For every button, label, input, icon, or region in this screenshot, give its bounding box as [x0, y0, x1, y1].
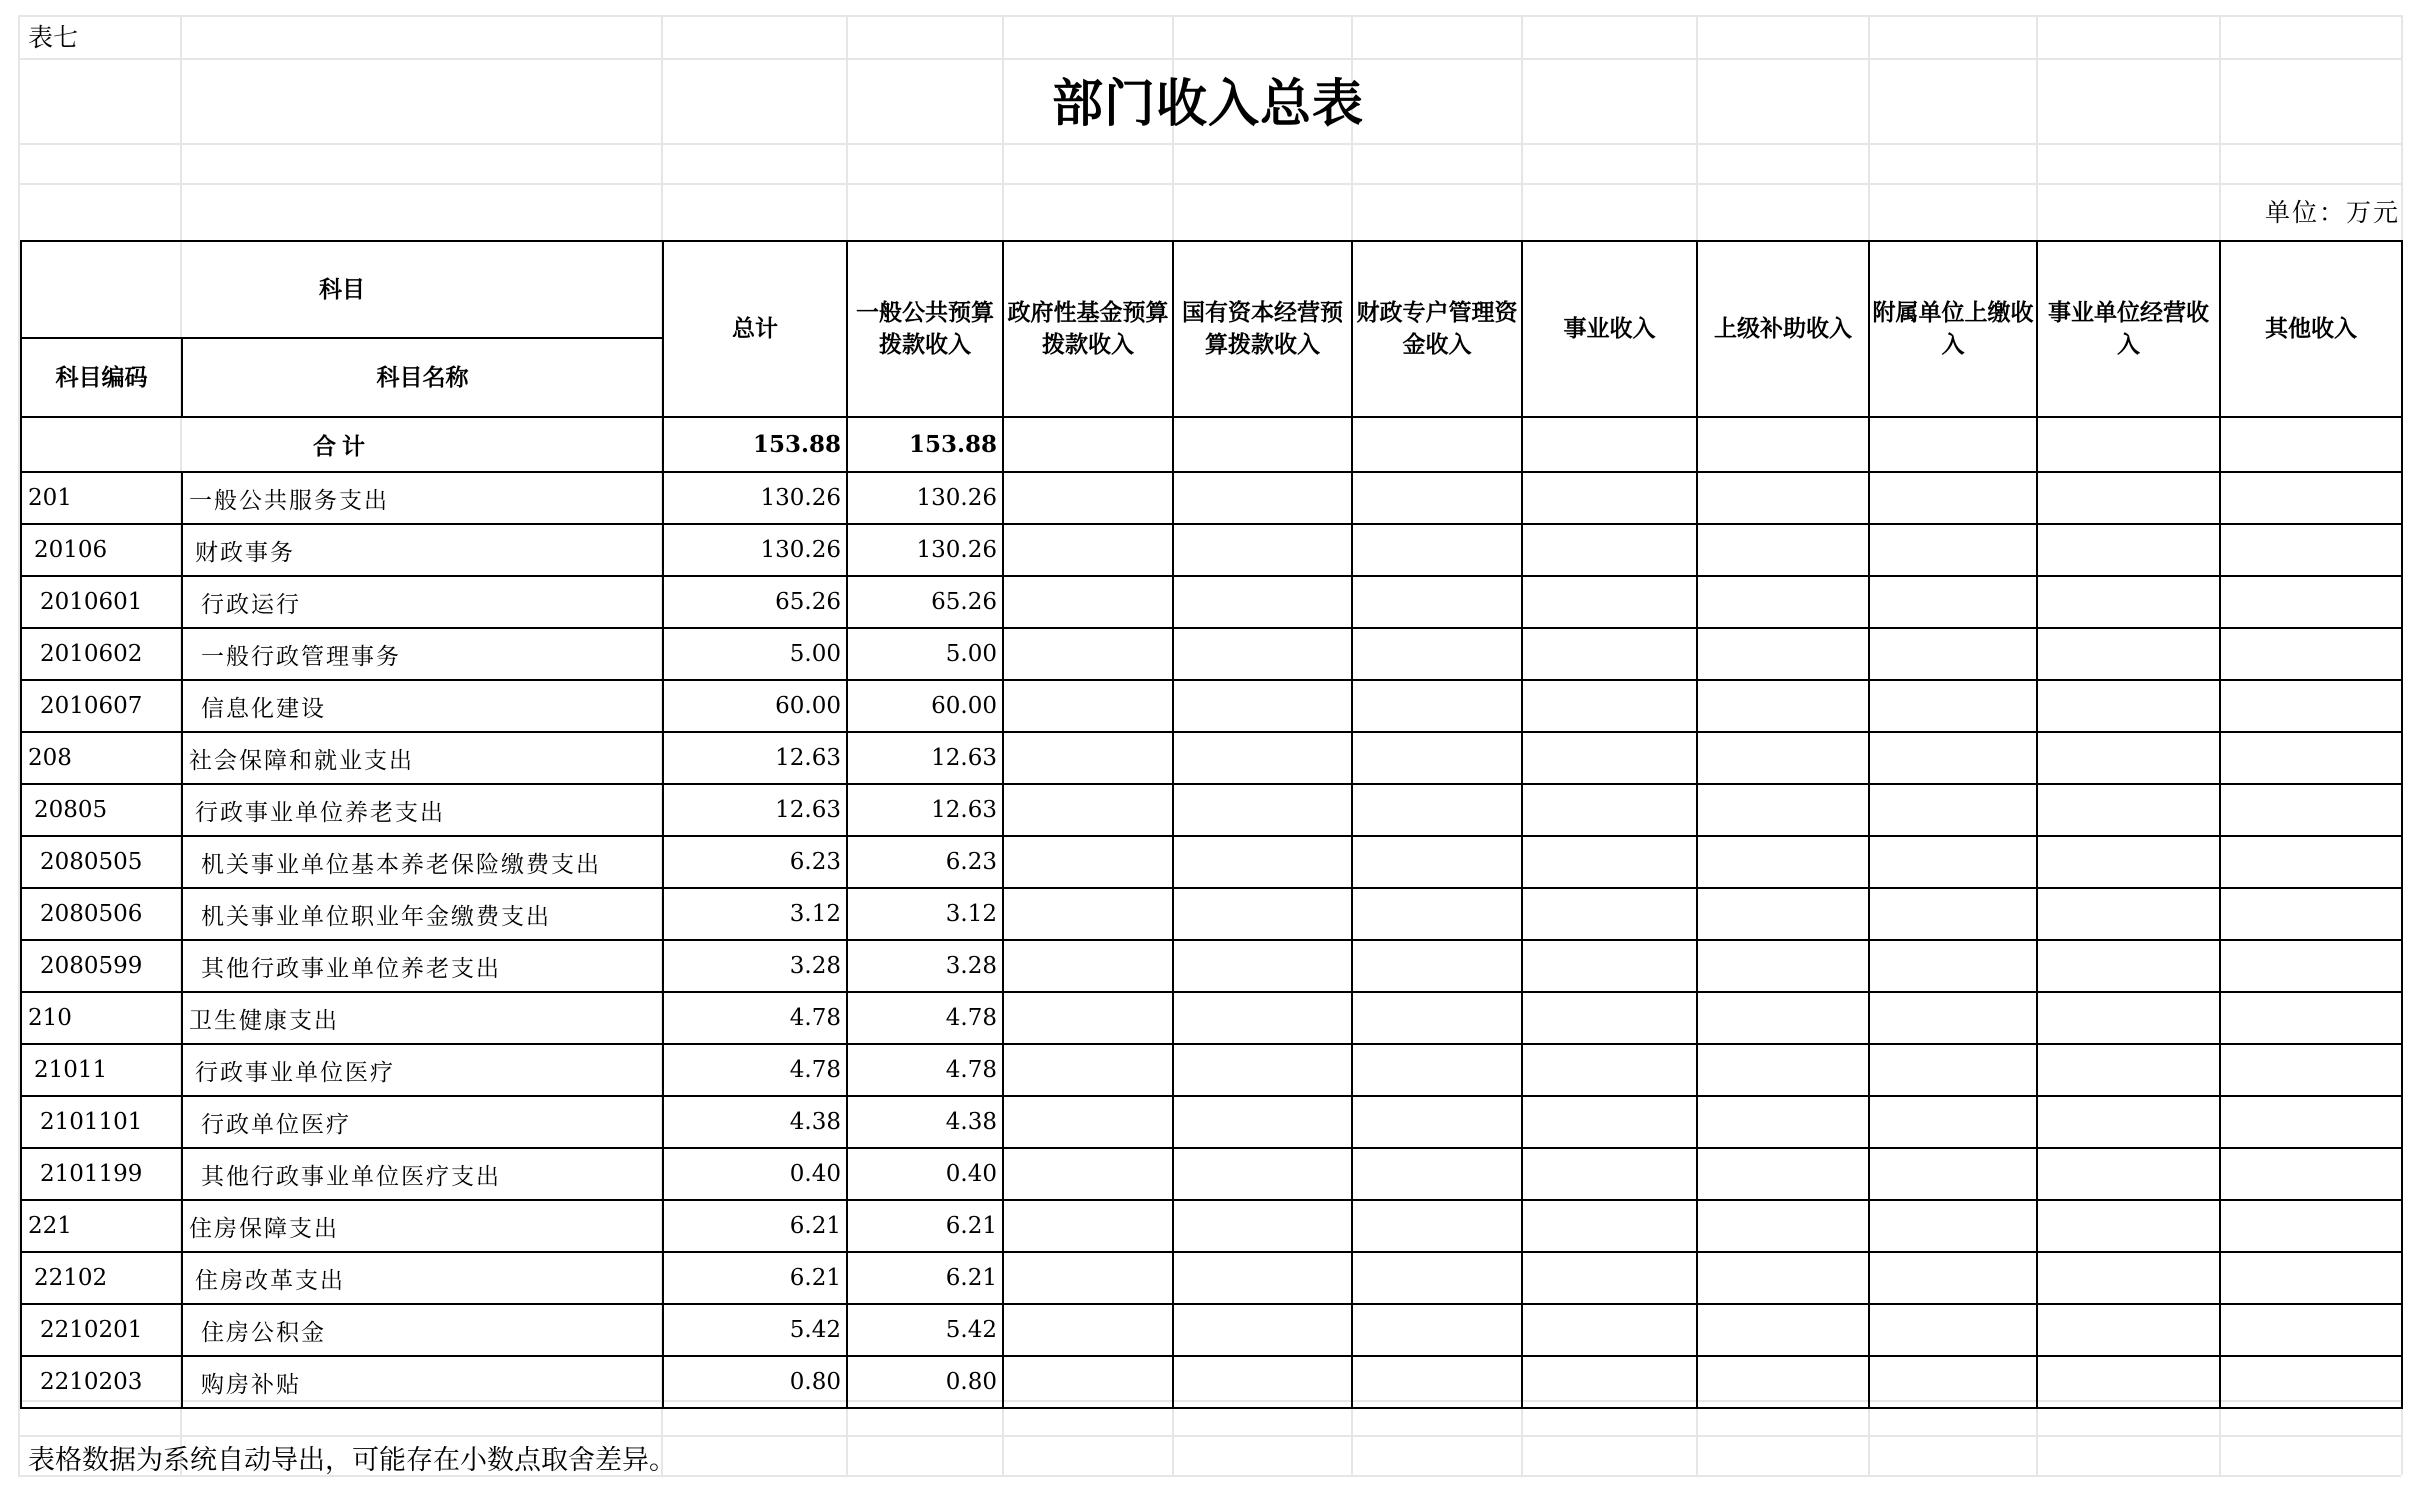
- empty-cell: [1352, 524, 1522, 576]
- empty-cell: [1352, 1200, 1522, 1252]
- empty-cell: [2220, 524, 2402, 576]
- footnote: 表格数据为系统自动导出，可能存在小数点取舍差异。: [28, 1445, 676, 1476]
- total-cell: 5.42: [663, 1304, 847, 1356]
- total-row-general-budget: 153.88: [847, 417, 1003, 472]
- empty-cell: [1173, 524, 1352, 576]
- table-row: [21, 940, 2402, 992]
- empty-cell: [1869, 784, 2037, 836]
- total-cell: 12.63: [663, 784, 847, 836]
- header-subject-code: 科目编码: [21, 338, 182, 417]
- empty-cell: [1697, 472, 1869, 524]
- empty-cell: [1869, 1096, 2037, 1148]
- table-row: [21, 1252, 2402, 1304]
- empty-cell: [1173, 992, 1352, 1044]
- general-budget-cell: 130.26: [847, 524, 1003, 576]
- table-row: [21, 992, 2402, 1044]
- empty-cell: [2037, 992, 2220, 1044]
- total-cell: 3.28: [663, 940, 847, 992]
- empty-cell: [1003, 836, 1173, 888]
- header-column: 财政专户管理资金收入: [1352, 241, 1522, 417]
- subject-code-cell: 2210201: [21, 1304, 182, 1356]
- general-budget-cell: 65.26: [847, 576, 1003, 628]
- header-column: 其他收入: [2220, 241, 2402, 417]
- subject-name-cell: 行政运行: [182, 576, 663, 628]
- empty-cell: [1352, 992, 1522, 1044]
- table-row: [21, 1148, 2402, 1200]
- gridline: [18, 58, 2401, 60]
- gridline: [18, 143, 2401, 145]
- subject-code-cell: 20805: [21, 784, 182, 836]
- empty-cell: [1003, 680, 1173, 732]
- subject-code-cell: 201: [21, 472, 182, 524]
- empty-cell: [2037, 1096, 2220, 1148]
- table-row: [21, 1044, 2402, 1096]
- total-cell: 65.26: [663, 576, 847, 628]
- subject-name-cell: 卫生健康支出: [182, 992, 663, 1044]
- header-column: 事业收入: [1522, 241, 1697, 417]
- empty-cell: [1003, 1356, 1173, 1408]
- empty-cell: [2220, 732, 2402, 784]
- empty-cell: [1173, 1096, 1352, 1148]
- empty-cell: [1173, 1044, 1352, 1096]
- empty-cell: [1003, 1096, 1173, 1148]
- empty-cell: [1003, 888, 1173, 940]
- empty-cell: [1352, 836, 1522, 888]
- header-column: 总计: [663, 241, 847, 417]
- empty-cell: [2220, 784, 2402, 836]
- subject-code-cell: 2080505: [21, 836, 182, 888]
- empty-cell: [1522, 1044, 1697, 1096]
- subject-name-cell: 一般行政管理事务: [182, 628, 663, 680]
- unit-label: 单位：万元: [2264, 198, 2400, 227]
- table-row: [21, 628, 2402, 680]
- subject-name-cell: 社会保障和就业支出: [182, 732, 663, 784]
- empty-cell: [2220, 472, 2402, 524]
- empty-cell: [2220, 576, 2402, 628]
- empty-cell: [1697, 1148, 1869, 1200]
- empty-cell: [1869, 888, 2037, 940]
- empty-cell: [1522, 992, 1697, 1044]
- page-title: 部门收入总表: [1051, 74, 1364, 134]
- empty-cell: [1869, 732, 2037, 784]
- empty-cell: [1173, 888, 1352, 940]
- general-budget-cell: 3.12: [847, 888, 1003, 940]
- income-summary-table: [20, 240, 2403, 1409]
- empty-cell: [1869, 1304, 2037, 1356]
- empty-cell: [1869, 1200, 2037, 1252]
- header-column: 事业单位经营收入: [2037, 241, 2220, 417]
- empty-cell: [1173, 784, 1352, 836]
- table-row: [21, 1356, 2402, 1408]
- total-cell: 3.12: [663, 888, 847, 940]
- gridline: [18, 1435, 2401, 1437]
- empty-cell: [2220, 417, 2402, 472]
- subject-code-cell: 2080599: [21, 940, 182, 992]
- general-budget-cell: 6.21: [847, 1200, 1003, 1252]
- empty-cell: [1173, 940, 1352, 992]
- subject-name-cell: 住房改革支出: [182, 1252, 663, 1304]
- total-cell: 4.38: [663, 1096, 847, 1148]
- general-budget-cell: 3.28: [847, 940, 1003, 992]
- general-budget-cell: 6.23: [847, 836, 1003, 888]
- empty-cell: [2220, 1200, 2402, 1252]
- empty-cell: [1697, 417, 1869, 472]
- empty-cell: [1173, 472, 1352, 524]
- empty-cell: [2037, 1252, 2220, 1304]
- empty-cell: [1869, 836, 2037, 888]
- subject-code-cell: 2080506: [21, 888, 182, 940]
- empty-cell: [2220, 836, 2402, 888]
- general-budget-cell: 6.21: [847, 1252, 1003, 1304]
- table-row: [21, 888, 2402, 940]
- table-row: [21, 472, 2402, 524]
- empty-cell: [1173, 576, 1352, 628]
- empty-cell: [1003, 1044, 1173, 1096]
- table-row: [21, 680, 2402, 732]
- subject-name-cell: 信息化建设: [182, 680, 663, 732]
- table-row: [21, 732, 2402, 784]
- empty-cell: [1869, 940, 2037, 992]
- empty-cell: [2220, 1304, 2402, 1356]
- empty-cell: [1869, 680, 2037, 732]
- empty-cell: [1697, 576, 1869, 628]
- general-budget-cell: 60.00: [847, 680, 1003, 732]
- empty-cell: [1522, 836, 1697, 888]
- total-cell: 6.23: [663, 836, 847, 888]
- subject-name-cell: 一般公共服务支出: [182, 472, 663, 524]
- empty-cell: [1522, 1252, 1697, 1304]
- table-row: [21, 1096, 2402, 1148]
- header-column: 一般公共预算拨款收入: [847, 241, 1003, 417]
- empty-cell: [1003, 472, 1173, 524]
- empty-cell: [1522, 680, 1697, 732]
- empty-cell: [1522, 628, 1697, 680]
- empty-cell: [1697, 888, 1869, 940]
- empty-cell: [1869, 576, 2037, 628]
- empty-cell: [1522, 417, 1697, 472]
- empty-cell: [1352, 576, 1522, 628]
- subject-code-cell: 2010601: [21, 576, 182, 628]
- empty-cell: [1003, 992, 1173, 1044]
- subject-name-cell: 财政事务: [182, 524, 663, 576]
- empty-cell: [1003, 732, 1173, 784]
- total-cell: 0.40: [663, 1148, 847, 1200]
- empty-cell: [2037, 1044, 2220, 1096]
- general-budget-cell: 4.78: [847, 992, 1003, 1044]
- subject-name-cell: 行政单位医疗: [182, 1096, 663, 1148]
- empty-cell: [1697, 1252, 1869, 1304]
- empty-cell: [1869, 628, 2037, 680]
- empty-cell: [1697, 940, 1869, 992]
- empty-cell: [1522, 1096, 1697, 1148]
- empty-cell: [2037, 1356, 2220, 1408]
- empty-cell: [1522, 524, 1697, 576]
- empty-cell: [2037, 1148, 2220, 1200]
- empty-cell: [1173, 417, 1352, 472]
- empty-cell: [1697, 1096, 1869, 1148]
- empty-cell: [1522, 784, 1697, 836]
- empty-cell: [1173, 1148, 1352, 1200]
- empty-cell: [2037, 784, 2220, 836]
- empty-cell: [2037, 680, 2220, 732]
- empty-cell: [1352, 1356, 1522, 1408]
- empty-cell: [1173, 1356, 1352, 1408]
- empty-cell: [1352, 1304, 1522, 1356]
- total-cell: 6.21: [663, 1200, 847, 1252]
- empty-cell: [1352, 1148, 1522, 1200]
- total-cell: 5.00: [663, 628, 847, 680]
- subject-code-cell: 2010607: [21, 680, 182, 732]
- empty-cell: [2220, 628, 2402, 680]
- header-subject-group: 科目: [21, 241, 663, 338]
- general-budget-cell: 0.40: [847, 1148, 1003, 1200]
- empty-cell: [2220, 992, 2402, 1044]
- empty-cell: [1003, 576, 1173, 628]
- empty-cell: [1352, 1252, 1522, 1304]
- empty-cell: [1522, 1148, 1697, 1200]
- empty-cell: [1352, 732, 1522, 784]
- empty-cell: [1003, 940, 1173, 992]
- empty-cell: [2037, 1304, 2220, 1356]
- empty-cell: [1003, 1148, 1173, 1200]
- empty-cell: [1522, 732, 1697, 784]
- general-budget-cell: 12.63: [847, 732, 1003, 784]
- table-row: [21, 1200, 2402, 1252]
- empty-cell: [1173, 1252, 1352, 1304]
- empty-cell: [2037, 472, 2220, 524]
- empty-cell: [1003, 1200, 1173, 1252]
- subject-name-cell: 其他行政事业单位养老支出: [182, 940, 663, 992]
- general-budget-cell: 12.63: [847, 784, 1003, 836]
- general-budget-cell: 4.78: [847, 1044, 1003, 1096]
- empty-cell: [2037, 524, 2220, 576]
- empty-cell: [1869, 1044, 2037, 1096]
- table-row: [21, 836, 2402, 888]
- empty-cell: [2220, 1356, 2402, 1408]
- total-cell: 4.78: [663, 1044, 847, 1096]
- subject-name-cell: 机关事业单位基本养老保险缴费支出: [182, 836, 663, 888]
- empty-cell: [1697, 680, 1869, 732]
- empty-cell: [1697, 836, 1869, 888]
- subject-code-cell: 2010602: [21, 628, 182, 680]
- empty-cell: [2037, 576, 2220, 628]
- subject-name-cell: 住房公积金: [182, 1304, 663, 1356]
- empty-cell: [1352, 628, 1522, 680]
- empty-cell: [1522, 940, 1697, 992]
- general-budget-cell: 5.42: [847, 1304, 1003, 1356]
- subject-code-cell: 2101101: [21, 1096, 182, 1148]
- empty-cell: [1173, 732, 1352, 784]
- empty-cell: [2220, 1252, 2402, 1304]
- empty-cell: [1869, 417, 2037, 472]
- total-cell: 6.21: [663, 1252, 847, 1304]
- total-cell: 0.80: [663, 1356, 847, 1408]
- empty-cell: [2037, 1200, 2220, 1252]
- empty-cell: [1352, 417, 1522, 472]
- empty-cell: [2220, 1044, 2402, 1096]
- subject-code-cell: 210: [21, 992, 182, 1044]
- empty-cell: [2220, 1148, 2402, 1200]
- empty-cell: [1173, 836, 1352, 888]
- total-row-label: 合计: [21, 417, 663, 472]
- empty-cell: [1869, 524, 2037, 576]
- empty-cell: [1352, 940, 1522, 992]
- empty-cell: [1697, 732, 1869, 784]
- subject-code-cell: 20106: [21, 524, 182, 576]
- empty-cell: [1352, 680, 1522, 732]
- empty-cell: [1003, 1252, 1173, 1304]
- empty-cell: [2220, 888, 2402, 940]
- empty-cell: [1003, 628, 1173, 680]
- empty-cell: [1697, 628, 1869, 680]
- subject-name-cell: 其他行政事业单位医疗支出: [182, 1148, 663, 1200]
- subject-code-cell: 221: [21, 1200, 182, 1252]
- empty-cell: [1352, 784, 1522, 836]
- subject-code-cell: 21011: [21, 1044, 182, 1096]
- empty-cell: [1352, 888, 1522, 940]
- subject-name-cell: 行政事业单位医疗: [182, 1044, 663, 1096]
- empty-cell: [1352, 1044, 1522, 1096]
- table-row: [21, 576, 2402, 628]
- header-column: 上级补助收入: [1697, 241, 1869, 417]
- total-cell: 130.26: [663, 472, 847, 524]
- header-column: 附属单位上缴收入: [1869, 241, 2037, 417]
- empty-cell: [1003, 524, 1173, 576]
- general-budget-cell: 4.38: [847, 1096, 1003, 1148]
- header-column: 政府性基金预算拨款收入: [1003, 241, 1173, 417]
- empty-cell: [1352, 472, 1522, 524]
- table-row: [21, 524, 2402, 576]
- empty-cell: [1003, 417, 1173, 472]
- empty-cell: [1697, 1356, 1869, 1408]
- empty-cell: [1173, 680, 1352, 732]
- general-budget-cell: 130.26: [847, 472, 1003, 524]
- empty-cell: [1697, 784, 1869, 836]
- empty-cell: [1003, 784, 1173, 836]
- subject-code-cell: 2101199: [21, 1148, 182, 1200]
- empty-cell: [1522, 888, 1697, 940]
- empty-cell: [1173, 1304, 1352, 1356]
- empty-cell: [1003, 1304, 1173, 1356]
- table-row: [21, 784, 2402, 836]
- empty-cell: [1869, 1252, 2037, 1304]
- empty-cell: [1869, 472, 2037, 524]
- empty-cell: [2037, 628, 2220, 680]
- empty-cell: [2037, 417, 2220, 472]
- empty-cell: [1522, 1356, 1697, 1408]
- gridline: [18, 15, 2401, 17]
- subject-code-cell: 208: [21, 732, 182, 784]
- gridline: [18, 183, 2401, 185]
- empty-cell: [2037, 732, 2220, 784]
- empty-cell: [1522, 1304, 1697, 1356]
- empty-cell: [1869, 1356, 2037, 1408]
- empty-cell: [1869, 1148, 2037, 1200]
- subject-name-cell: 行政事业单位养老支出: [182, 784, 663, 836]
- table-label: 表七: [28, 23, 79, 52]
- empty-cell: [1869, 992, 2037, 1044]
- subject-name-cell: 购房补贴: [182, 1356, 663, 1408]
- empty-cell: [1697, 992, 1869, 1044]
- empty-cell: [1697, 1304, 1869, 1356]
- empty-cell: [1522, 576, 1697, 628]
- total-row-total: 153.88: [663, 417, 847, 472]
- general-budget-cell: 0.80: [847, 1356, 1003, 1408]
- empty-cell: [1697, 524, 1869, 576]
- empty-cell: [2220, 1096, 2402, 1148]
- empty-cell: [2037, 940, 2220, 992]
- empty-cell: [1522, 472, 1697, 524]
- header-subject-name: 科目名称: [182, 338, 663, 417]
- empty-cell: [1352, 1096, 1522, 1148]
- subject-code-cell: 22102: [21, 1252, 182, 1304]
- table-row: [21, 1304, 2402, 1356]
- empty-cell: [1697, 1044, 1869, 1096]
- empty-cell: [2220, 680, 2402, 732]
- empty-cell: [1697, 1200, 1869, 1252]
- general-budget-cell: 5.00: [847, 628, 1003, 680]
- empty-cell: [1522, 1200, 1697, 1252]
- total-cell: 130.26: [663, 524, 847, 576]
- header-column: 国有资本经营预算拨款收入: [1173, 241, 1352, 417]
- subject-name-cell: 住房保障支出: [182, 1200, 663, 1252]
- empty-cell: [2037, 836, 2220, 888]
- total-cell: 4.78: [663, 992, 847, 1044]
- empty-cell: [1173, 1200, 1352, 1252]
- empty-cell: [2220, 940, 2402, 992]
- total-cell: 12.63: [663, 732, 847, 784]
- subject-name-cell: 机关事业单位职业年金缴费支出: [182, 888, 663, 940]
- subject-code-cell: 2210203: [21, 1356, 182, 1408]
- empty-cell: [1173, 628, 1352, 680]
- total-cell: 60.00: [663, 680, 847, 732]
- empty-cell: [2037, 888, 2220, 940]
